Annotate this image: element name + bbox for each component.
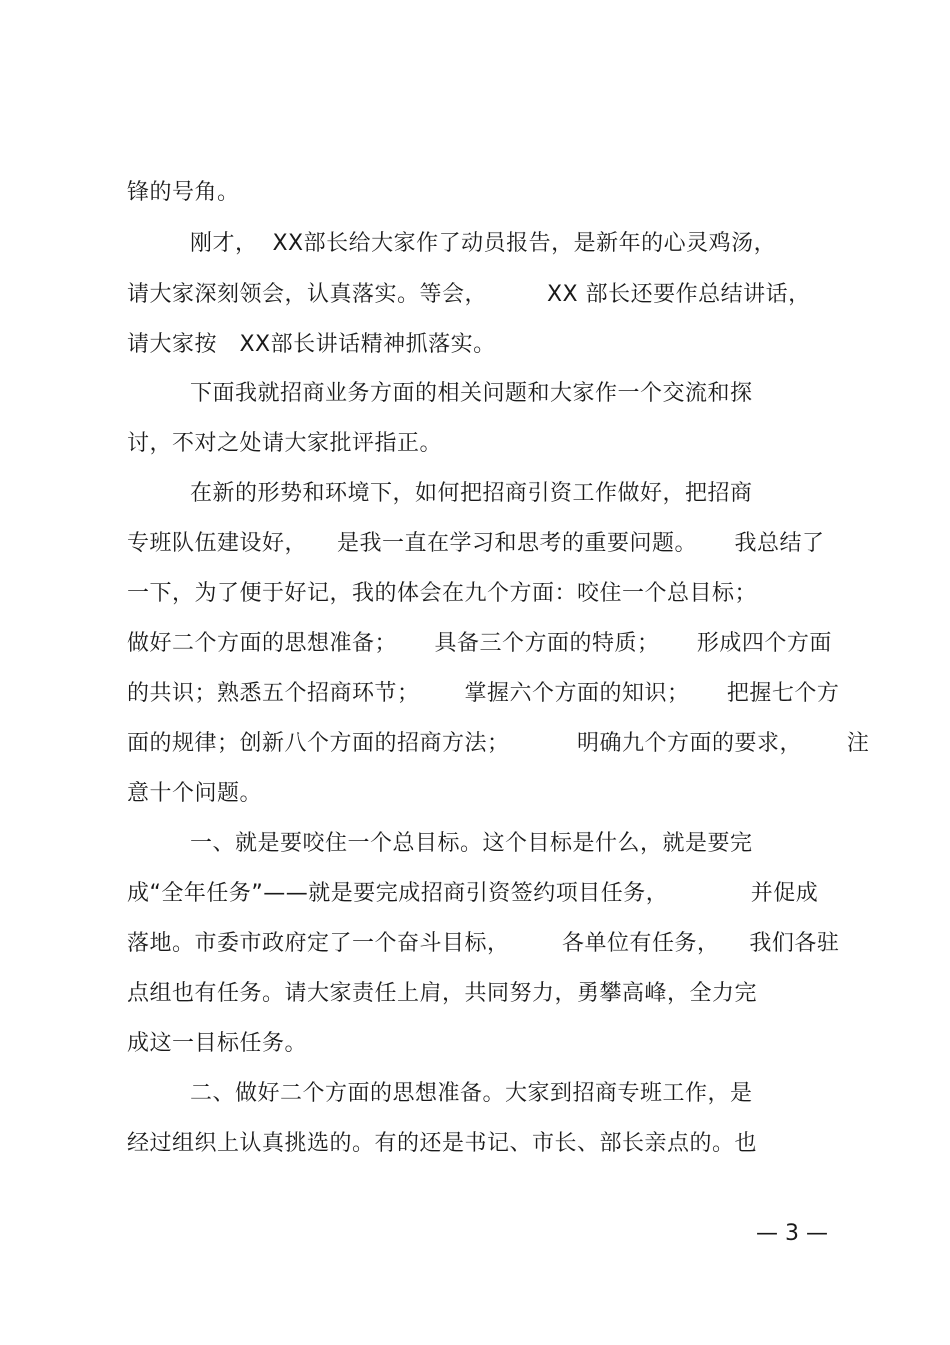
text-line: 意十个问题。 — [127, 781, 263, 806]
text-line: 在新的形势和环境下，如何把招商引资工作做好，把招商 — [190, 481, 753, 506]
text-line: 一、就是要咬住一个总目标。这个目标是什么，就是要完 — [190, 831, 753, 856]
text-line: 讨，不对之处请大家批评指正。 — [127, 431, 443, 456]
text-line: 的共识；熟悉五个招商环节； 掌握六个方面的知识； 把握七个方 — [127, 681, 840, 706]
text-line: 专班队伍建设好， 是我一直在学习和思考的重要问题。 我总结了 — [127, 531, 825, 556]
text-line: 做好二个方面的思想准备； 具备三个方面的特质； 形成四个方面 — [127, 631, 832, 656]
text-line: 二、做好二个方面的思想准备。大家到招商专班工作，是 — [190, 1081, 753, 1106]
text-line: 经过组织上认真挑选的。有的还是书记、市长、部长亲点的。也 — [127, 1131, 758, 1156]
text-line: 成这一目标任务。 — [127, 1031, 308, 1056]
text-line: 面的规律；创新八个方面的招商方法； 明确九个方面的要求， 注 — [127, 731, 870, 756]
text-line: 下面我就招商业务方面的相关问题和大家作一个交流和探 — [190, 381, 753, 406]
text-line: 落地。市委市政府定了一个奋斗目标， 各单位有任务， 我们各驻 — [127, 931, 840, 956]
text-line: 请大家按 XX部长讲话精神抓落实。 — [127, 332, 496, 357]
text-line: 点组也有任务。请大家责任上肩，共同努力，勇攀高峰，全力完 — [127, 981, 758, 1006]
text-line: 锋的号角。 — [127, 180, 240, 205]
text-line: 一下，为了便于好记，我的体会在九个方面：咬住一个总目标； — [127, 581, 758, 606]
page-number: — 3 — — [756, 1221, 828, 1246]
text-line: 成“全年任务”——就是要完成招商引资签约项目任务， 并促成 — [127, 881, 819, 906]
text-line: 刚才， XX部长给大家作了动员报告，是新年的心灵鸡汤， — [190, 231, 777, 256]
text-line: 请大家深刻领会，认真落实。等会， XX 部长还要作总结讲话， — [127, 282, 811, 307]
